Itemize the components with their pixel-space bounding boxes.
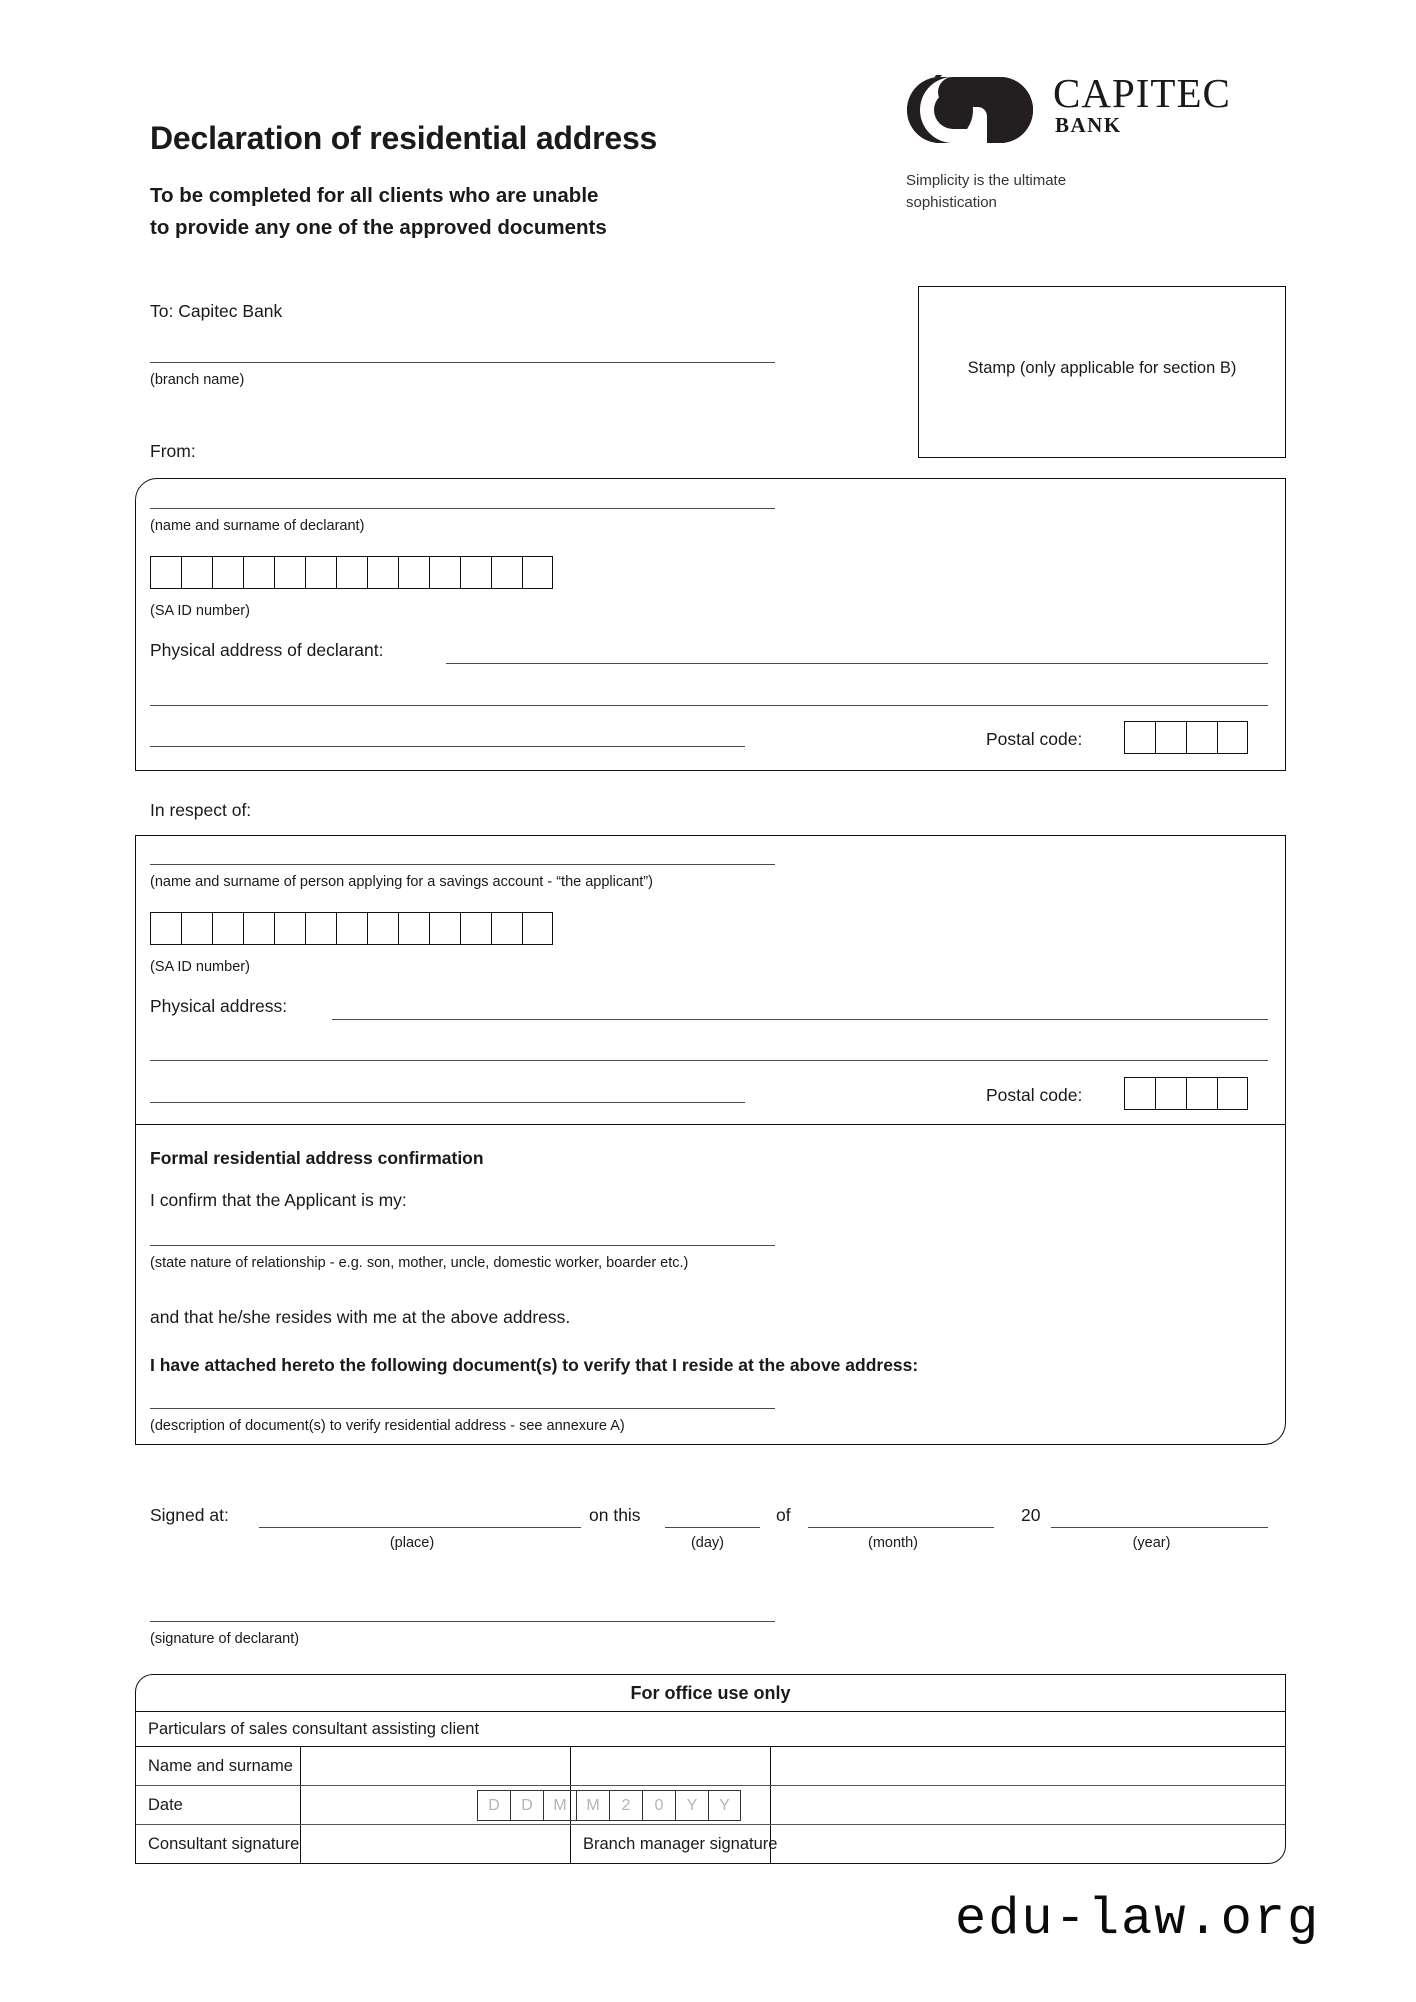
date-cell[interactable]: Y [675,1790,708,1821]
office-row-fourth-field[interactable] [771,1747,1286,1785]
office-row-label: Name and surname [136,1747,301,1785]
applicant-address-label: Physical address: [150,996,288,1016]
date-cell[interactable]: 0 [642,1790,675,1821]
logo-tagline [906,170,1166,214]
office-row-label: Consultant signature [136,1825,301,1864]
entry-cell[interactable] [460,556,491,589]
confirmation-line-3: I have attached hereto the following document(s) to verify that I reside at the above address: [150,1355,919,1375]
stamp-box[interactable] [918,286,1286,458]
entry-cell[interactable] [491,912,522,945]
entry-cell[interactable] [274,912,305,945]
declarant-id-number-boxes[interactable] [150,556,553,589]
branch-name-caption: (branch name) [150,372,245,388]
from-label: From: [150,441,196,461]
applicant-postal-code-boxes[interactable] [1124,1077,1248,1110]
entry-cell[interactable] [398,912,429,945]
office-row-third-label: Branch manager signature [571,1825,771,1864]
office-row-fourth-field[interactable] [771,1786,1286,1824]
logo-submark: BANK [1055,113,1122,137]
date-cell[interactable]: 2 [609,1790,642,1821]
entry-cell[interactable] [1155,721,1186,754]
entry-cell[interactable] [522,556,553,589]
relationship-caption: (state nature of relationship - e.g. son, mother, uncle, domestic worker, boarder etc.) [150,1255,689,1271]
applicant-id-caption: (SA ID number) [150,959,250,975]
signed-year-input-line[interactable] [1051,1527,1268,1528]
office-use-title: For office use only [136,1675,1285,1712]
entry-cell[interactable] [491,556,522,589]
office-row-third-label [571,1747,771,1785]
document-description-caption: (description of document(s) to verify residential address - see annexure A) [150,1418,625,1434]
in-respect-of-heading: In respect of: [150,800,252,820]
entry-cell[interactable] [522,912,553,945]
declarant-address-label: Physical address of declarant: [150,640,384,660]
month-caption: (month) [868,1535,918,1551]
confirmation-line-2: and that he/she resides with me at the above address. [150,1307,571,1327]
signed-at-label: Signed at: [150,1505,229,1525]
logo-tagline-line-2: sophistication [906,194,997,211]
declarant-id-caption: (SA ID number) [150,603,250,619]
date-cell[interactable]: Y [708,1790,741,1821]
entry-cell[interactable] [398,556,429,589]
page-subtitle-line-1: To be completed for all clients who are unable [150,184,599,207]
entry-cell[interactable] [181,556,212,589]
declarant-name-caption: (name and surname of declarant) [150,518,365,534]
logo-wordmark: CAPITEC [1053,70,1231,116]
declarant-address-line-3[interactable] [150,746,745,747]
applicant-address-line-3[interactable] [150,1102,745,1103]
declarant-signature-caption: (signature of declarant) [150,1631,300,1647]
place-caption: (place) [389,1535,435,1551]
twenty-prefix-label: 20 [1021,1505,1041,1525]
entry-cell[interactable] [243,556,274,589]
confirmation-heading: Formal residential address confirmation [150,1148,484,1168]
entry-cell[interactable] [1217,721,1248,754]
entry-cell[interactable] [1186,721,1217,754]
stamp-box-caption: Stamp (only applicable for section B) [967,359,1237,377]
declarant-address-line-2[interactable] [150,705,1268,706]
date-cell[interactable]: M [543,1790,576,1821]
office-row-value-field[interactable] [301,1747,571,1785]
declarant-address-line-1[interactable] [446,663,1268,664]
applicant-id-number-boxes[interactable] [150,912,553,945]
entry-cell[interactable] [1217,1077,1248,1110]
logo-tagline-line-1: Simplicity is the ultimate [906,172,1067,189]
day-caption: (day) [690,1535,725,1551]
table-row [136,1825,1285,1864]
office-use-particulars: Particulars of sales consultant assisting client [136,1712,1285,1747]
entry-cell[interactable] [305,912,336,945]
page-subtitle [150,180,750,244]
date-cell[interactable]: D [477,1790,510,1821]
applicant-address-line-1[interactable] [332,1019,1268,1020]
to-capitec-bank-label: To: Capitec Bank [150,301,283,321]
declarant-postal-code-label: Postal code: [986,729,1083,749]
office-row-value-field[interactable] [301,1825,571,1864]
entry-cell[interactable] [1124,721,1155,754]
applicant-address-line-2[interactable] [150,1060,1268,1061]
entry-cell[interactable] [274,556,305,589]
entry-cell[interactable] [305,556,336,589]
entry-cell[interactable] [150,912,181,945]
signed-month-input-line[interactable] [808,1527,994,1528]
office-use-table [135,1674,1286,1864]
entry-cell[interactable] [1155,1077,1186,1110]
relationship-input-line[interactable] [150,1245,775,1246]
entry-cell[interactable] [181,912,212,945]
entry-cell[interactable] [1124,1077,1155,1110]
of-label: of [776,1505,791,1525]
capitec-logo [905,70,1325,211]
source-watermark: edu-law.org [955,1890,1321,1949]
applicant-name-input-line[interactable] [150,864,775,865]
entry-cell[interactable] [460,912,491,945]
date-cell[interactable]: D [510,1790,543,1821]
declarant-name-input-line[interactable] [150,508,775,509]
office-row-third-label [571,1786,771,1824]
branch-name-input-line[interactable] [150,362,775,363]
page-title: Declaration of residential address [150,120,658,156]
on-this-label: on this [589,1505,641,1525]
page-subtitle-line-2: to provide any one of the approved documents [150,216,607,239]
date-cell[interactable]: M [576,1790,609,1821]
capitec-s-logo-icon [905,75,1035,145]
declarant-signature-input-line[interactable] [150,1621,775,1622]
entry-cell[interactable] [336,912,367,945]
signed-day-input-line[interactable] [665,1527,760,1528]
signed-place-input-line[interactable] [259,1527,581,1528]
entry-cell[interactable] [150,556,181,589]
entry-cell[interactable] [429,912,460,945]
office-row-fourth-field[interactable] [771,1825,1286,1864]
entry-cell[interactable] [367,912,398,945]
entry-cell[interactable] [429,556,460,589]
confirmation-section [135,1125,1286,1445]
table-row [136,1747,1285,1786]
entry-cell[interactable] [1186,1077,1217,1110]
entry-cell[interactable] [212,912,243,945]
document-description-input-line[interactable] [150,1408,775,1409]
confirmation-line-1: I confirm that the Applicant is my: [150,1190,407,1210]
declarant-postal-code-boxes[interactable] [1124,721,1248,754]
entry-cell[interactable] [336,556,367,589]
entry-cell[interactable] [243,912,274,945]
table-row [136,1786,1285,1825]
office-row-label: Date [136,1786,301,1824]
entry-cell[interactable] [212,556,243,589]
applicant-name-caption: (name and surname of person applying for a savings account - “the applicant”) [150,874,653,890]
year-caption: (year) [1132,1535,1171,1551]
office-row-value-field[interactable] [301,1786,730,1824]
entry-cell[interactable] [367,556,398,589]
applicant-postal-code-label: Postal code: [986,1085,1083,1105]
